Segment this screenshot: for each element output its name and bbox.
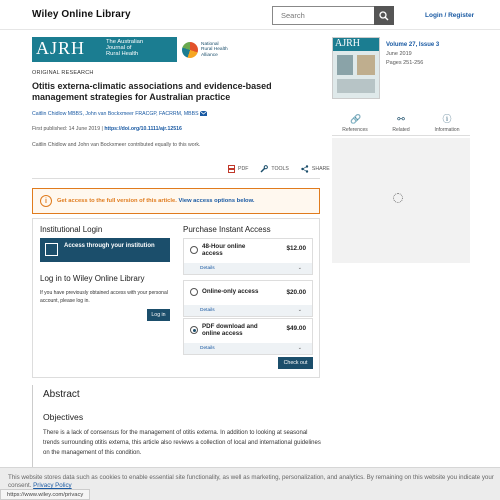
rail-tabs	[332, 110, 470, 136]
access-panel	[32, 218, 320, 378]
article-authors[interactable]	[32, 111, 207, 117]
option-details-toggle[interactable]: Details ⌄	[184, 343, 312, 354]
access-options-link[interactable]: View access options below.	[178, 198, 255, 204]
article-type: ORIGINAL RESEARCH	[32, 70, 94, 76]
contribution-note: Caitlin Chidlow and John van Bockxmeer contributed equally to this work.	[32, 142, 201, 148]
access-alert-text: Get access to the full version of this article. View access options below.	[57, 198, 255, 204]
purchase-option-pdf[interactable]	[183, 318, 313, 355]
partner-name: National Rural Health Alliance	[201, 42, 228, 58]
option-price: $49.00	[286, 325, 306, 332]
cover-title: AJRH	[333, 38, 379, 51]
option-details-toggle[interactable]: Details ⌄	[184, 263, 312, 274]
search-input[interactable]	[272, 6, 394, 25]
option-price: $20.00	[286, 289, 306, 296]
loading-spinner-icon	[393, 193, 403, 203]
site-logo[interactable]: Wiley Online Library	[32, 9, 131, 20]
wrench-icon	[260, 165, 268, 173]
chevron-down-icon: ⌄	[297, 307, 302, 313]
option-name: Online-only access	[202, 288, 259, 295]
objectives-heading: Objectives	[43, 412, 84, 422]
chevron-down-icon: ⌄	[297, 345, 302, 351]
doi-link[interactable]: https://doi.org/10.1111/ajr.12516	[104, 126, 182, 132]
purchase-option-online[interactable]	[183, 280, 313, 317]
link-icon: 🔗	[350, 114, 362, 124]
first-published-label: First published:	[32, 126, 68, 132]
cover-image	[337, 79, 375, 93]
chevron-down-icon: ⌄	[297, 265, 302, 271]
log-in-button[interactable]: Log in	[147, 309, 170, 321]
info-icon: ⓘ	[442, 114, 452, 124]
article-toolbar	[228, 165, 330, 173]
option-name: 48-Hour online access	[202, 243, 246, 257]
purchase-option-48h[interactable]	[183, 238, 313, 275]
institution-access-button[interactable]	[40, 238, 170, 262]
partner-logo[interactable]	[182, 39, 254, 61]
publication-info: First published: 14 June 2019 | https://doi.org/10.1111/ajr.12516	[32, 126, 182, 132]
status-bar-url: https://www.wiley.com/privacy	[0, 489, 90, 500]
abstract-text: There is a lack of consensus for the management of otitis externa. In addition to looking at seasonal trends surrounding otitis externa, this article also reviews a collection of local and international guidelines on the management of this condition.	[43, 430, 321, 456]
search-placeholder: Search	[281, 11, 305, 20]
pdf-icon	[228, 165, 235, 173]
journal-banner[interactable]	[32, 37, 254, 62]
network-icon: ⚯	[397, 114, 405, 124]
article-title: Otitis externa-climatic associations and evidence-based management strategies for Australian practice	[32, 81, 272, 102]
cover-image	[337, 55, 353, 75]
cover-image	[357, 55, 375, 75]
institutional-login-heading: Institutional Login	[40, 225, 103, 234]
tab-references[interactable]: 🔗 References	[342, 114, 368, 133]
journal-name: The Australian Journal of Rural Health	[106, 39, 144, 58]
option-radio[interactable]	[190, 246, 198, 254]
journal-cover[interactable]	[332, 37, 380, 99]
site-header	[0, 0, 500, 30]
privacy-policy-link[interactable]: Privacy Policy	[33, 481, 72, 489]
institution-access-label: Access through your institution	[64, 243, 155, 249]
search-icon	[379, 11, 389, 21]
login-register-link[interactable]: Login / Register	[425, 12, 475, 19]
search-button[interactable]	[374, 6, 394, 25]
tools-button[interactable]: TOOLS	[260, 165, 289, 173]
option-price: $12.00	[286, 245, 306, 252]
option-details-toggle[interactable]: Details ⌄	[184, 305, 312, 316]
info-icon: i	[40, 195, 52, 207]
journal-logo[interactable]	[32, 37, 177, 62]
tab-information[interactable]: ⓘ Information	[434, 114, 460, 133]
cookie-text: This website stores data such as cookies to enable essential site functionality, as well as marketing, personalization, and analytics. By remaining on this website you indicate your consent. Privacy Policy	[8, 474, 494, 489]
issue-link[interactable]: Volume 27, Issue 3	[386, 42, 440, 48]
checkout-button[interactable]: Check out	[278, 357, 313, 369]
option-radio[interactable]	[190, 288, 198, 296]
option-radio-selected[interactable]	[190, 326, 198, 334]
access-alert	[32, 188, 320, 214]
share-icon	[301, 165, 309, 173]
tab-related[interactable]: ⚯ Related	[392, 114, 410, 133]
pdf-button[interactable]: PDF	[228, 165, 248, 173]
authors-text[interactable]: Caitlin Chidlow MBBS, John van Bockxmeer FRACGP, FACRRM, MBBS	[32, 111, 199, 117]
issue-date: June 2019	[386, 51, 412, 57]
option-name: PDF download and online access	[202, 323, 258, 337]
first-published-date: 14 June 2019	[68, 126, 101, 132]
divider	[32, 178, 320, 179]
institution-icon	[45, 243, 58, 256]
mail-icon[interactable]	[200, 111, 207, 116]
wiley-login-heading: Log in to Wiley Online Library	[40, 274, 145, 283]
nrha-mark-icon	[182, 42, 198, 58]
abstract-heading: Abstract	[43, 389, 80, 400]
journal-abbrev: AJRH	[36, 38, 86, 58]
wiley-login-text: If you have previously obtained access with your personal account, please log in.	[40, 290, 168, 304]
purchase-heading: Purchase Instant Access	[183, 225, 271, 234]
share-button[interactable]: SHARE	[301, 165, 330, 173]
rail-content-panel	[332, 138, 470, 263]
issue-pages: Pages 251-256	[386, 60, 424, 66]
